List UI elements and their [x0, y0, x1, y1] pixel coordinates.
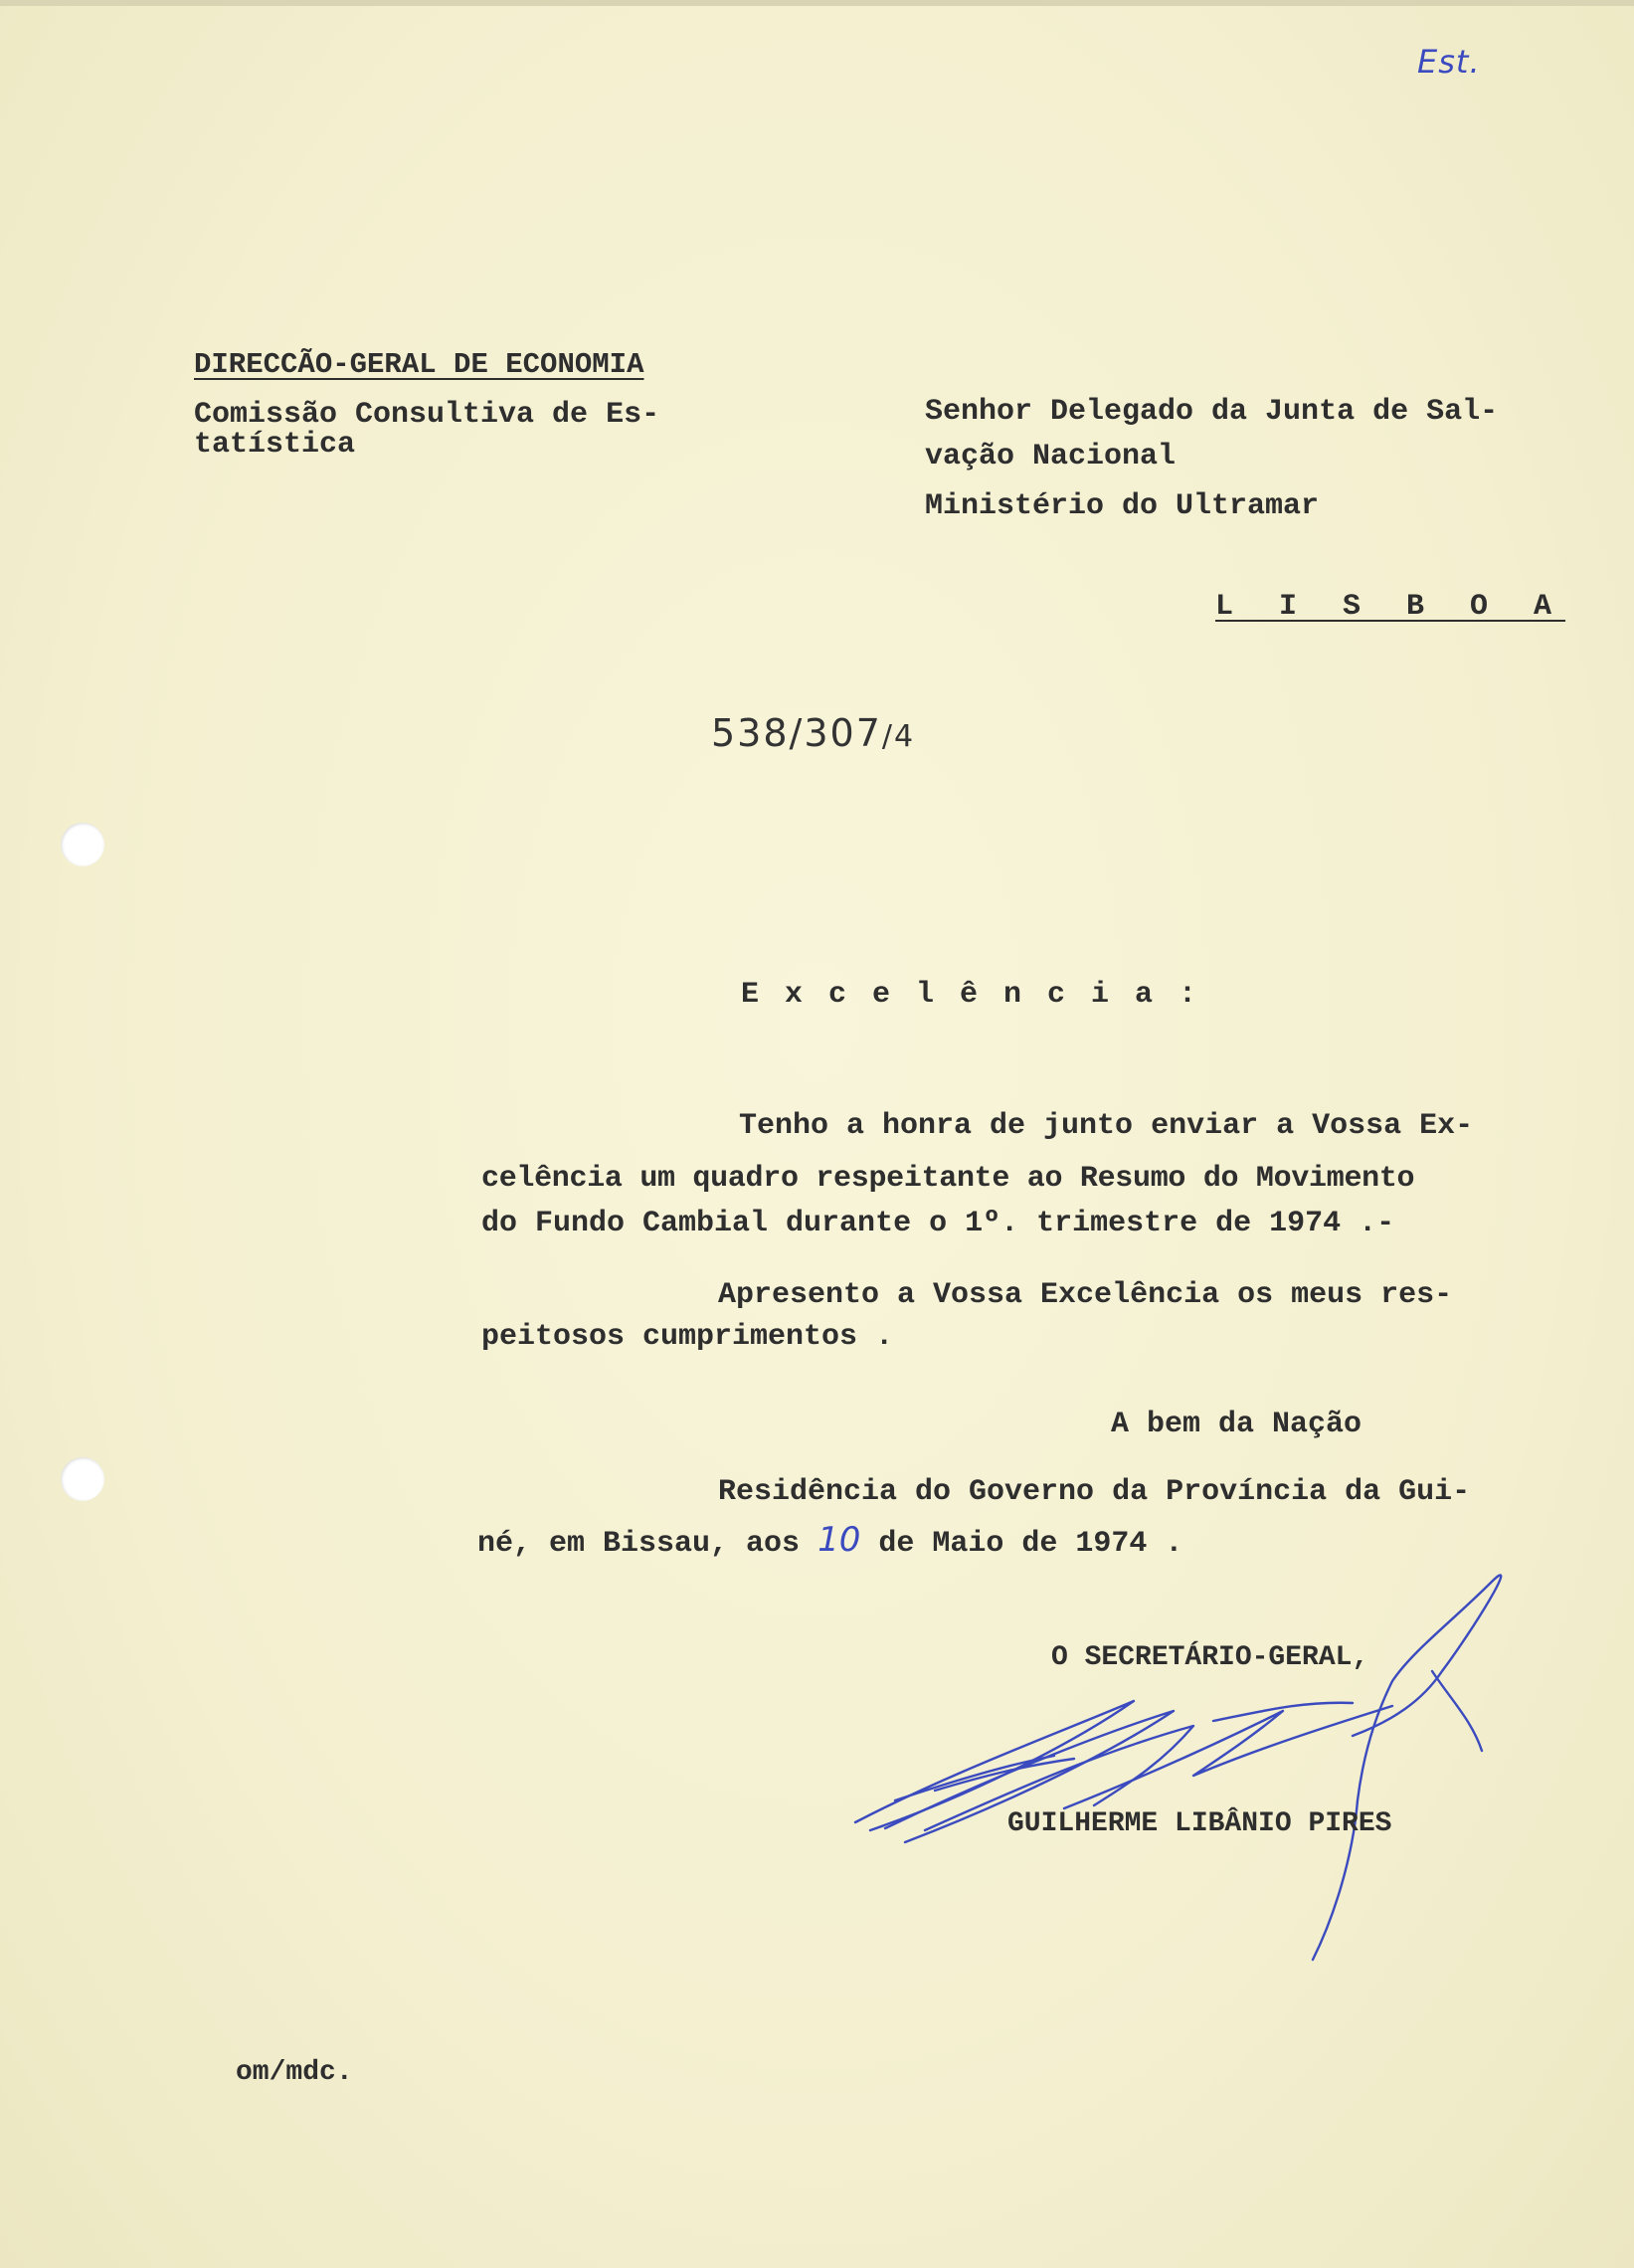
paper-top-edge [0, 0, 1634, 6]
typist-initials: om/mdc. [236, 2057, 353, 2088]
sender-commission-line2: tatística [194, 428, 356, 462]
reference-number-main: 538 [711, 711, 790, 755]
signatory-title: O SECRETÁRIO-GERAL, [1051, 1642, 1369, 1673]
place-date-line1: Residência do Governo da Província da Gui- [718, 1475, 1471, 1509]
punch-hole-bottom [61, 1457, 104, 1501]
salutation: E x c e l ê n c i a : [741, 978, 1201, 1012]
place-date-line2 [477, 1518, 1182, 1566]
reference-number-suffix: /307 [789, 711, 882, 755]
place-date-prefix: né, em Bissau, aos [477, 1527, 818, 1561]
reference-number-series: /4 [881, 719, 916, 754]
margin-note: Est. [1417, 43, 1481, 81]
body-p1-line1: Tenho a honra de junto enviar a Vossa Ex- [739, 1109, 1474, 1143]
body-p1-line2: celência um quadro respeitante ao Resumo do Movimento [481, 1162, 1415, 1196]
addressee-city: L I S B O A [1215, 590, 1566, 624]
body-p2-line1: Apresento a Vossa Excelência os meus res- [718, 1278, 1453, 1312]
sender-office: DIRECCÃO-GERAL DE ECONOMIA [194, 348, 644, 381]
reference-number [711, 711, 915, 759]
addressee-line1: Senhor Delegado da Junta de Sal- [925, 395, 1499, 429]
signatory-name: GUILHERME LIBÂNIO PIRES [1007, 1808, 1392, 1839]
handwritten-signature [835, 1562, 1532, 1980]
punch-hole-top [61, 823, 104, 866]
sender-commission-line1: Comissão Consultiva de Es- [194, 398, 660, 432]
addressee-line3: Ministério do Ultramar [925, 489, 1320, 523]
handwritten-day: 10 [817, 1520, 861, 1560]
body-p1-line3: do Fundo Cambial durante o 1º. trimestre de 1974 .- [481, 1207, 1395, 1240]
addressee-line2: vação Nacional [925, 440, 1177, 473]
place-date-suffix: de Maio de 1974 . [860, 1527, 1183, 1561]
body-p2-line2: peitosos cumprimentos . [481, 1320, 894, 1354]
closing-line: A bem da Nação [1111, 1408, 1362, 1441]
